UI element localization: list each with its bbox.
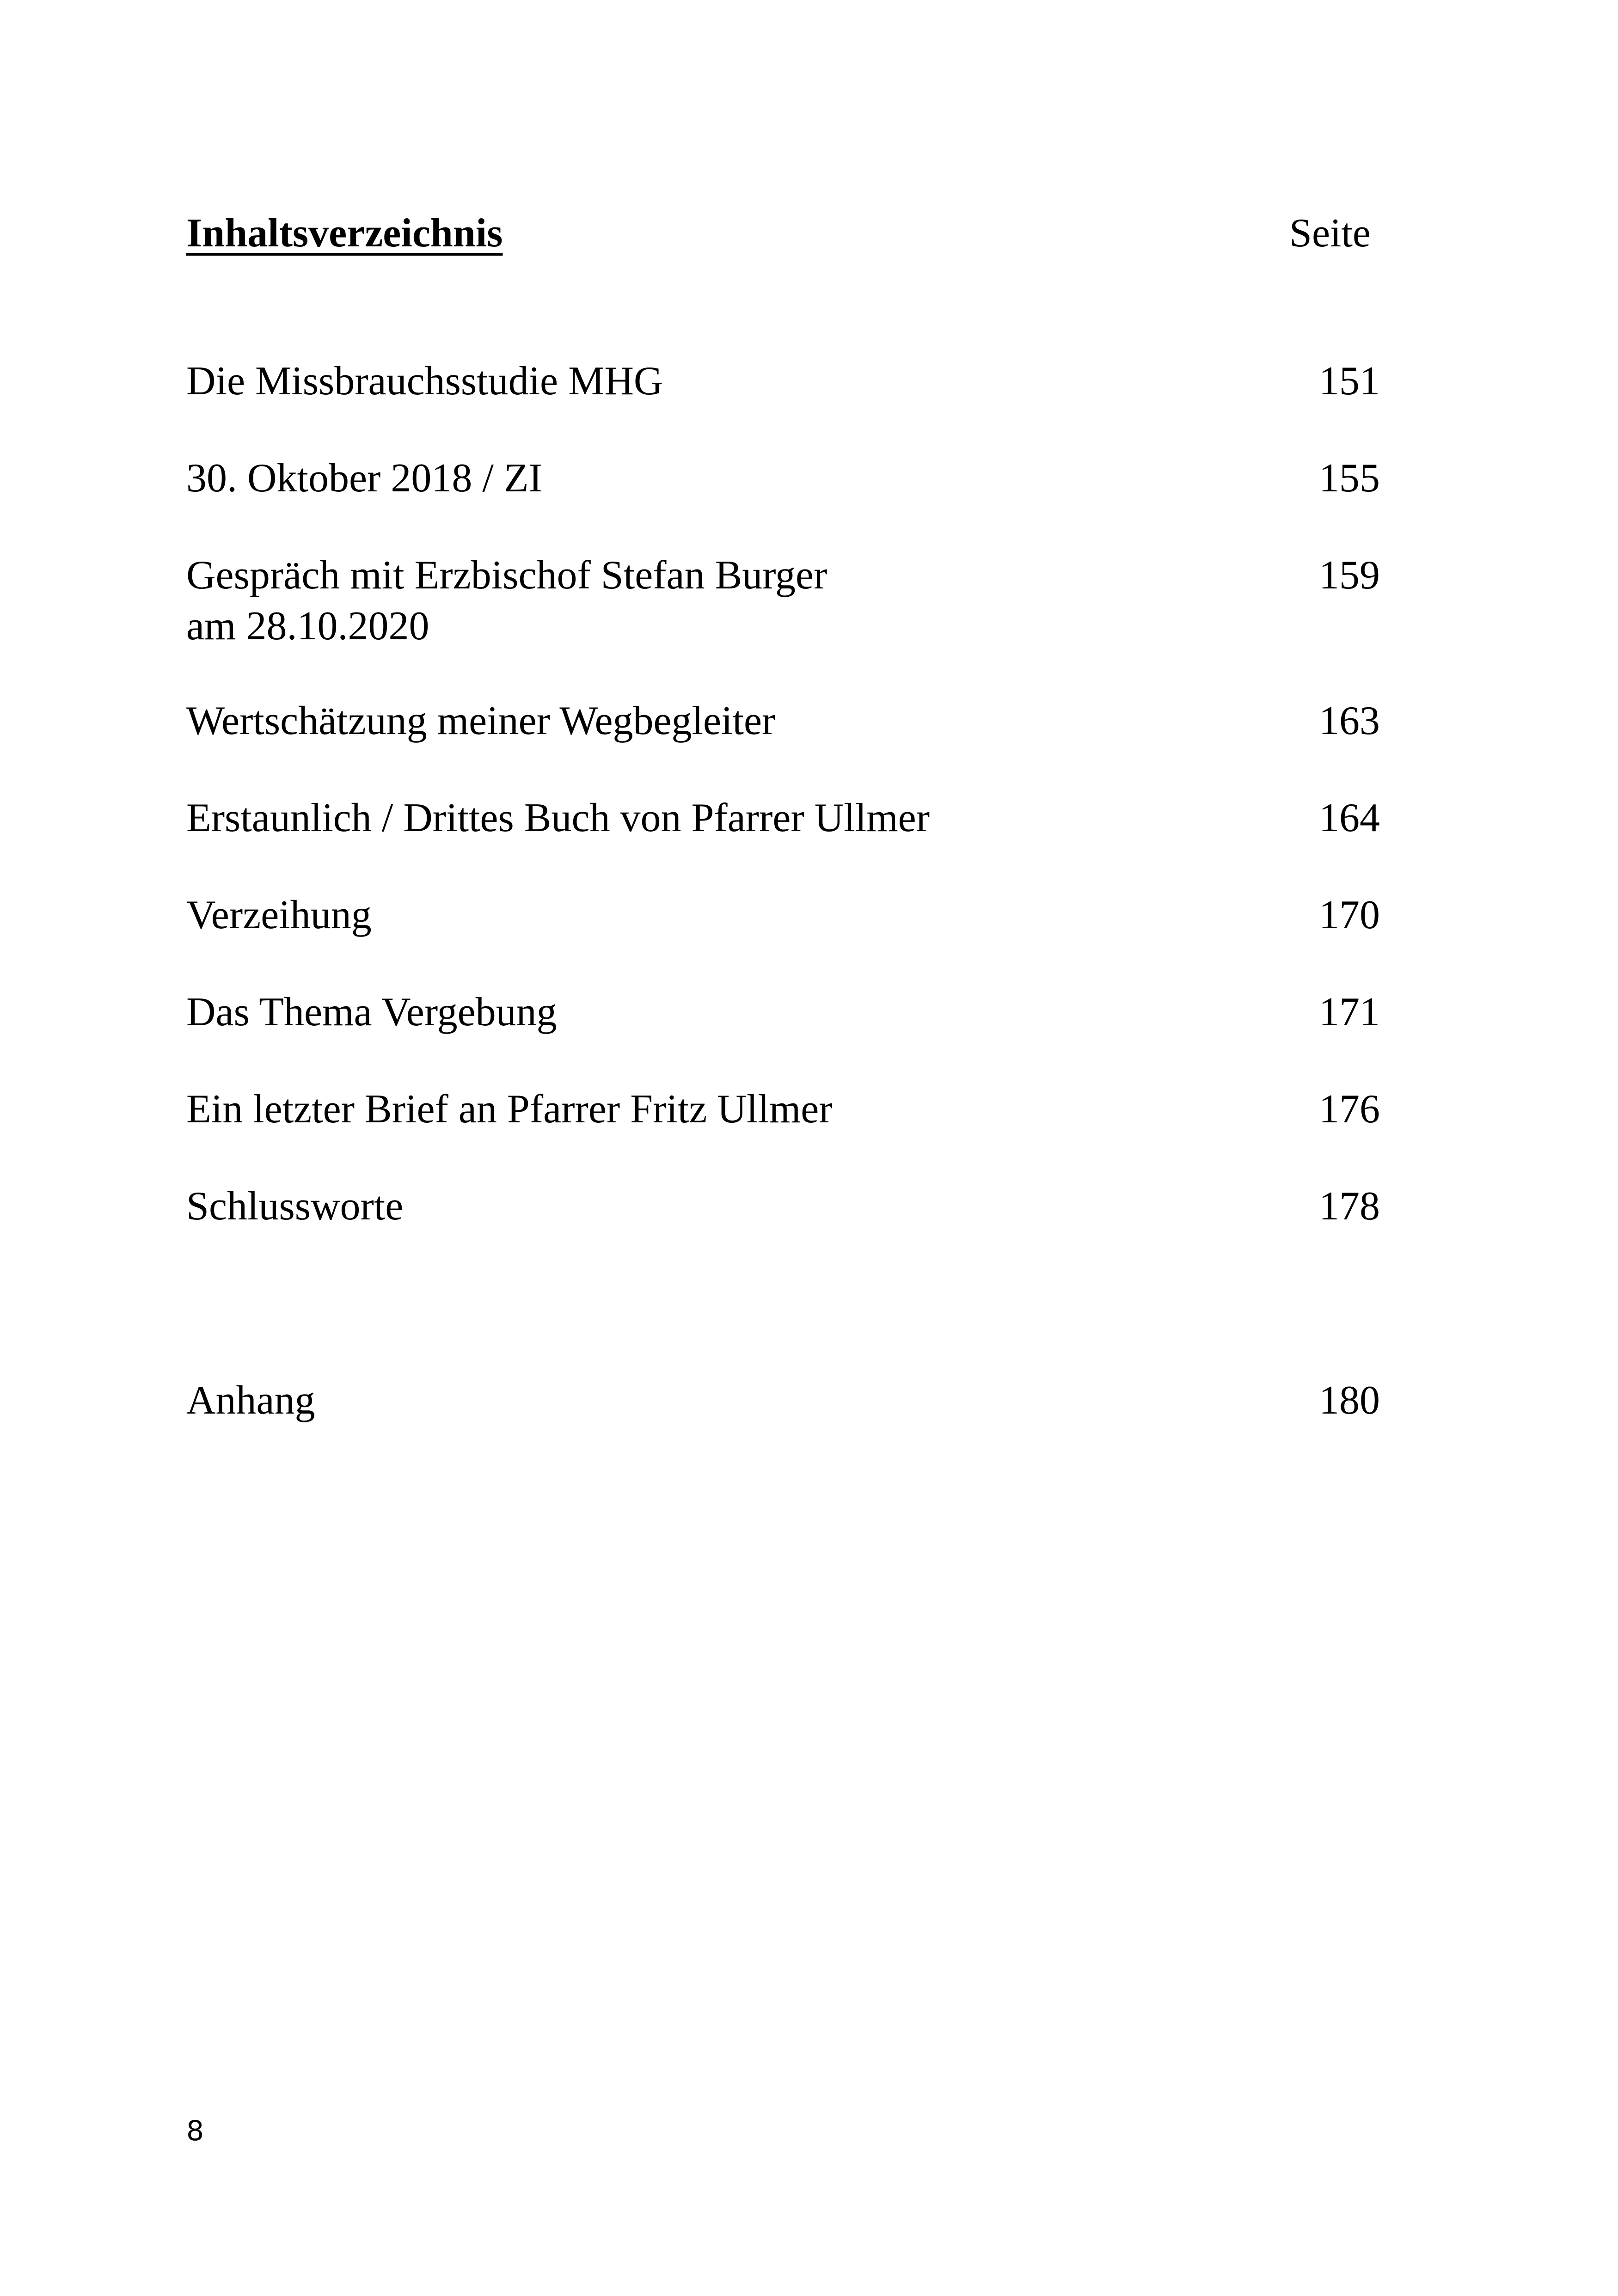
toc-header bbox=[186, 203, 1380, 263]
toc-entry-page: 170 bbox=[1319, 893, 1380, 937]
toc-entry-title bbox=[186, 987, 1203, 1038]
toc-entry-page: 164 bbox=[1319, 796, 1380, 840]
toc-entry-title-line: Die Missbrauchsstudie MHG bbox=[186, 359, 663, 404]
toc-entry-page: 151 bbox=[1319, 359, 1380, 404]
toc-entry-page: 163 bbox=[1319, 698, 1380, 743]
toc-entry-title bbox=[186, 550, 1203, 652]
toc-entry-title bbox=[186, 696, 1203, 747]
toc-entry-page: 178 bbox=[1319, 1184, 1380, 1229]
toc-entry-title-line: Schlussworte bbox=[186, 1184, 404, 1229]
toc-entry-title bbox=[186, 356, 1203, 407]
toc-entry-title-line: Das Thema Vergebung bbox=[186, 990, 557, 1035]
toc-entry-title bbox=[186, 1375, 1203, 1426]
toc-entry-title-line: 30. Oktober 2018 / ZI bbox=[186, 456, 542, 501]
toc-entry-title bbox=[186, 1181, 1203, 1232]
toc-entry-title-line: Verzeihung bbox=[186, 893, 372, 937]
toc-entry-page: 180 bbox=[1319, 1378, 1380, 1423]
toc-entry-title-line: Wertschätzung meiner Wegbegleiter bbox=[186, 698, 776, 743]
toc-entry-title-line: Anhang bbox=[186, 1378, 315, 1423]
toc-entry-title-line-2: am 28.10.2020 bbox=[186, 604, 429, 649]
toc-entry-page: 159 bbox=[1319, 553, 1380, 598]
page-column-label: Seite bbox=[1289, 211, 1371, 256]
toc-entry-page: 155 bbox=[1319, 456, 1380, 501]
toc-entry-title bbox=[186, 1084, 1203, 1135]
toc-entry-title bbox=[186, 453, 1203, 504]
toc-entry-title bbox=[186, 890, 1203, 941]
toc-entry-page: 176 bbox=[1319, 1087, 1380, 1132]
toc-title: Inhaltsverzeichnis bbox=[186, 211, 503, 256]
page-number: 8 bbox=[186, 2115, 204, 2147]
toc-entry-title-line: Gespräch mit Erzbischof Stefan Burger bbox=[186, 553, 827, 598]
toc-entry-page: 171 bbox=[1319, 990, 1380, 1035]
toc-entry-title bbox=[186, 793, 1203, 844]
toc-entry-title-line: Erstaunlich / Drittes Buch von Pfarrer Ullmer bbox=[186, 796, 930, 840]
toc-entry-title-line: Ein letzter Brief an Pfarrer Fritz Ullmer bbox=[186, 1087, 833, 1132]
